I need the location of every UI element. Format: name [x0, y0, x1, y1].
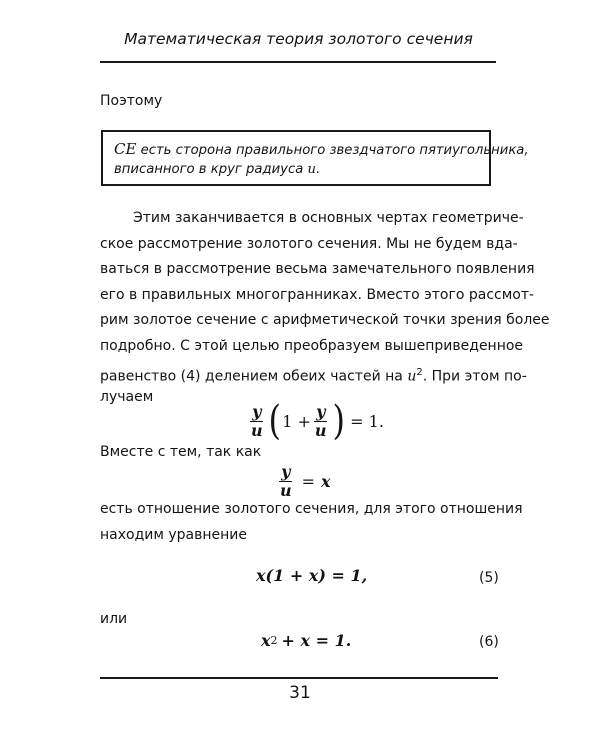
paragraph-line: лучаем	[100, 389, 154, 406]
text-line-vmeste: Вместе с тем, так как	[100, 444, 262, 460]
line7-variable: u	[407, 368, 417, 385]
formula-2	[276, 463, 331, 500]
line7-after: . При этом по-	[422, 368, 527, 385]
paragraph-line-7	[100, 360, 527, 386]
one-plus: 1 +	[282, 411, 311, 431]
equation-number-5: (5)	[479, 570, 499, 586]
formula-6-rest: + x = 1.	[281, 631, 352, 650]
fraction-numerator: y	[281, 462, 291, 481]
word-ili: или	[100, 611, 128, 627]
formula-6-exponent: 2	[270, 634, 278, 647]
paragraph-line: его в правильных многогранниках. Вместо этого рассмот-	[100, 286, 535, 303]
formula-6	[261, 631, 351, 650]
formula-1	[247, 398, 384, 444]
fraction-denominator: u	[251, 420, 263, 440]
fraction-numerator: y	[316, 401, 326, 421]
paragraph-line: ское рассмотрение золотого сечения. Мы не будем вда-	[100, 235, 518, 252]
fraction-y-over-u	[249, 403, 265, 440]
formula-5	[256, 566, 367, 585]
equation-number-6: (6)	[479, 634, 499, 650]
footer-rule	[100, 677, 498, 679]
formula-1-rhs: = 1.	[350, 411, 384, 431]
line7-exponent: 2	[416, 366, 423, 378]
paragraph-line: рим золотое сечение с арифметической точки зрения более	[100, 312, 550, 329]
formula-6-base: x	[261, 631, 271, 650]
formula-5-text: x(1 + x) = 1,	[256, 566, 368, 585]
paragraph-2	[100, 497, 523, 548]
boxed-line-2-end: .	[316, 162, 321, 177]
equals-sign: =	[301, 472, 316, 491]
right-paren: )	[332, 398, 345, 444]
boxed-line-1	[114, 140, 529, 158]
paragraph-1	[100, 206, 550, 411]
segment-symbol: CE	[114, 140, 137, 158]
variable-x: x	[321, 472, 331, 491]
boxed-statement	[101, 130, 529, 186]
paragraph-line: подробно. С этой целью преобразуем вышеприведенное	[100, 337, 524, 354]
page-number: 31	[289, 683, 311, 703]
fraction-denominator: u	[280, 481, 292, 500]
line7-before: равенство (4) делением обеих частей на	[100, 368, 403, 385]
paragraph-line: ваться в рассмотрение весьма замечательного появления	[100, 261, 535, 278]
paragraph-line: есть отношение золотого сечения, для этого отношения	[100, 501, 523, 517]
radius-variable: u	[307, 162, 317, 177]
boxed-line-1-text: есть сторона правильного звездчатого пятиугольника,	[140, 143, 529, 158]
lead-word: Поэтому	[100, 93, 163, 109]
boxed-line-2-text: вписанного в круг радиуса	[114, 162, 304, 177]
fraction-y-over-u	[278, 463, 294, 500]
paragraph-line: Этим заканчивается в основных чертах геометриче-	[133, 210, 524, 226]
running-header: Математическая теория золотого сечения	[124, 30, 473, 48]
fraction-y-over-u-inner	[313, 403, 329, 440]
fraction-numerator: y	[252, 401, 262, 421]
left-paren: (	[268, 398, 281, 444]
paragraph-line: находим уравнение	[100, 526, 248, 543]
boxed-line-2	[114, 162, 320, 177]
fraction-denominator: u	[314, 420, 327, 440]
header-rule	[100, 61, 496, 63]
